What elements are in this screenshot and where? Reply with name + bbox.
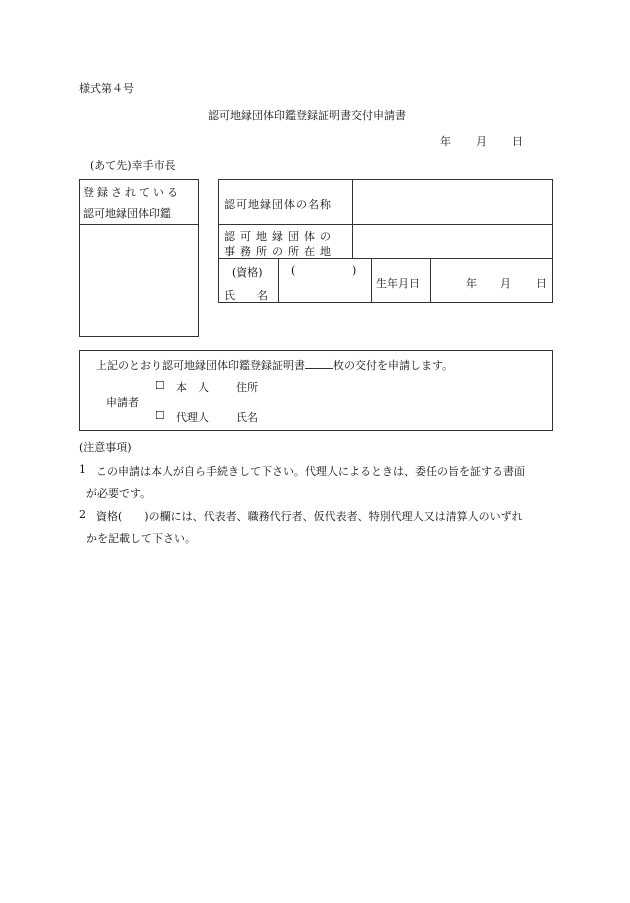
office-label-line1: 認可地縁団体の [224, 230, 336, 243]
birth-day-label: 日 [536, 277, 547, 290]
qualification-name-field[interactable] [279, 259, 371, 302]
date-year-label: 年 [440, 135, 451, 148]
form-number: 様式第４号 [79, 82, 134, 95]
agent-option-label: 代理人 [176, 411, 209, 424]
notes-heading: (注意事項) [79, 441, 132, 454]
birth-month-label: 月 [500, 277, 511, 290]
applicant-name-label: 氏名 [236, 411, 258, 424]
copies-count-field[interactable] [305, 356, 333, 369]
date-month-label: 月 [476, 135, 487, 148]
self-option-label: 本 人 [176, 381, 209, 394]
note-2-number: 2 [79, 508, 86, 521]
note-2-line1: 資格( )の欄には、代表者、職務代行者、仮代表者、特別代理人又は清算人のいずれ [96, 510, 523, 523]
request-statement [96, 356, 453, 373]
birthdate-label: 生年月日 [376, 277, 420, 290]
self-checkbox[interactable]: ☐ [155, 379, 165, 392]
address-field[interactable] [265, 377, 545, 395]
group-name-label: 認可地縁団体の名称 [224, 198, 332, 211]
office-label-line2: 事務所の所在地 [224, 245, 336, 258]
applicant-label: 申請者 [106, 396, 139, 409]
page-title: 認可地縁団体印鑑登録証明書交付申請書 [208, 109, 406, 122]
address-label: 住所 [236, 381, 258, 394]
birthdate-field[interactable] [431, 259, 552, 302]
note-1-number: 1 [79, 463, 86, 476]
agent-checkbox[interactable]: ☐ [155, 409, 165, 422]
note-1-line2: が必要です。 [86, 487, 152, 500]
note-2-line2: かを記載して下さい。 [86, 532, 196, 545]
seal-box-label-line1: 登録されている [83, 186, 181, 199]
request-text-after: 枚の交付を申請します。 [333, 359, 454, 372]
birth-year-label: 年 [466, 277, 477, 290]
name-label: 氏 名 [224, 289, 268, 302]
group-name-field[interactable] [353, 180, 552, 224]
note-1-line1: この申請は本人が自ら手続きして下さい。代理人によるときは、委任の旨を証する書面 [96, 465, 525, 478]
date-day-label: 日 [512, 135, 523, 148]
qualification-paren-close: ) [352, 264, 357, 277]
seal-box-label-line2: 認可地縁団体印鑑 [83, 207, 171, 220]
qualification-paren-open: ( [291, 264, 296, 277]
seal-impression-area[interactable] [80, 225, 198, 336]
request-text-before: 上記のとおり認可地縁団体印鑑登録証明書 [96, 359, 305, 372]
addressee: (あて先)幸手市長 [90, 159, 176, 172]
qualification-label: (資格) [232, 266, 263, 279]
office-address-field[interactable] [353, 225, 552, 258]
applicant-name-field[interactable] [265, 407, 545, 425]
